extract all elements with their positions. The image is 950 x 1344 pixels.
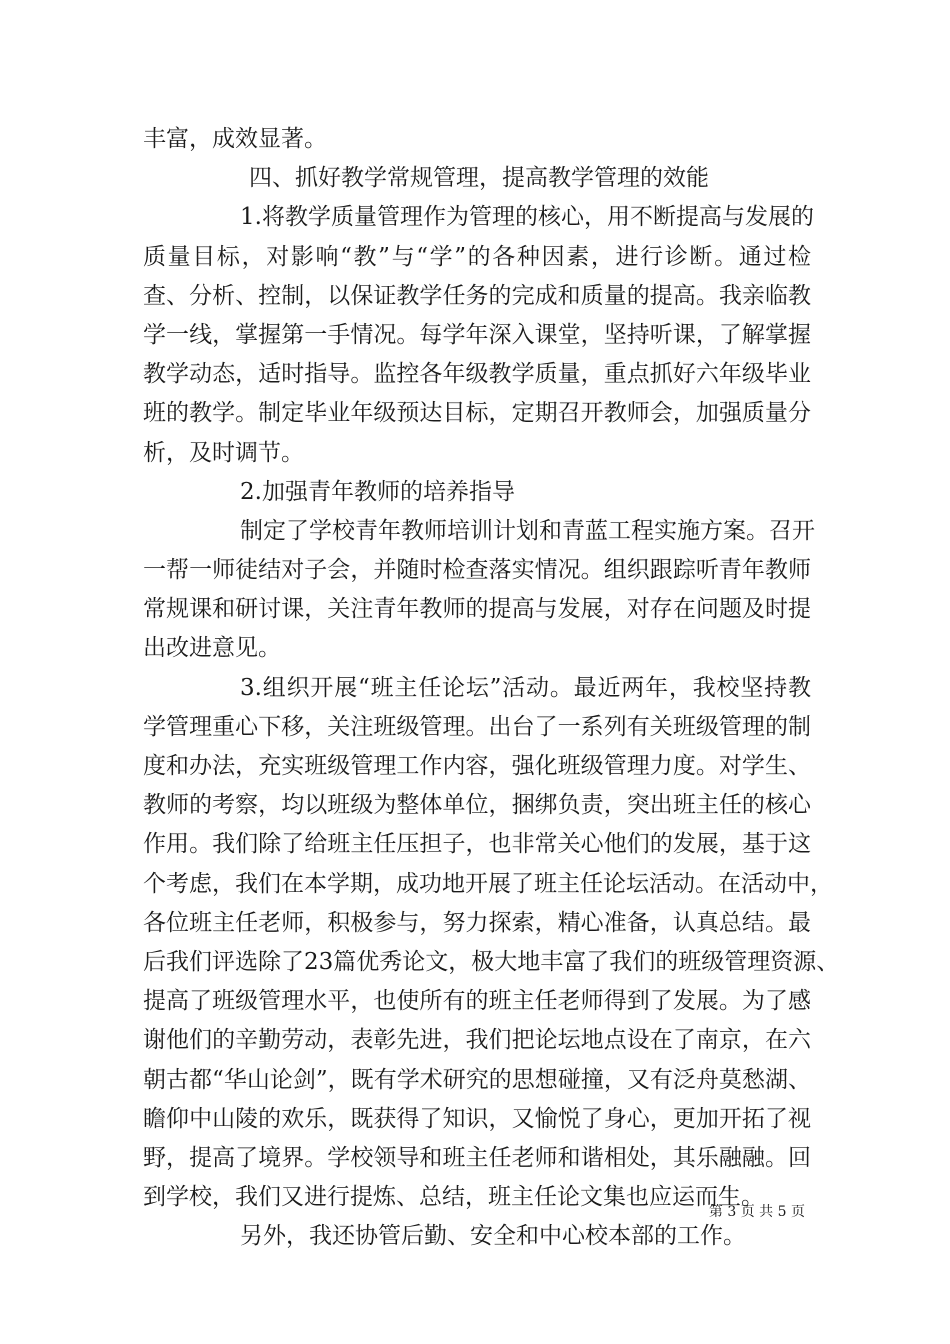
text-line: 质量目标，对影响“教”与“学”的各种因素，进行诊断。通过检 — [143, 243, 811, 270]
text-line: 查、分析、控制，以保证教学任务的完成和质量的提高。我亲临教 — [143, 282, 811, 309]
text-line: 出改进意见。 — [143, 635, 281, 662]
text-line: 各位班主任老师，积极参与，努力探索，精心准备，认真总结。最 — [143, 909, 811, 936]
text-line: 丰富，成效显著。 — [143, 126, 327, 152]
text-line: 常规课和研讨课，关注青年教师的提高与发展，对存在问题及时提 — [143, 596, 811, 623]
text-line: 1.将教学质量管理作为管理的核心，用不断提高与发展的 — [240, 204, 814, 231]
text-line: 到学校，我们又进行提炼、总结，班主任论文集也应运而生。 — [143, 1184, 764, 1211]
text-line: 度和办法，充实班级管理工作内容，强化班级管理力度。对学生、 — [143, 753, 811, 779]
text-line: 野，提高了境界。学校领导和班主任老师和谐相处，其乐融融。回 — [143, 1144, 811, 1171]
text-line: 后我们评选除了23篇优秀论文，极大地丰富了我们的班级管理资源、 — [143, 948, 840, 975]
text-line: 谢他们的辛勤劳动，表彰先进，我们把论坛地点设在了南京，在六 — [143, 1027, 811, 1054]
text-line: 另外，我还协管后勤、安全和中心校本部的工作。 — [240, 1223, 746, 1250]
text-line: 教师的考察，均以班级为整体单位，捆绑负责，突出班主任的核心 — [143, 792, 811, 819]
section-heading: 四、抓好教学常规管理，提高教学管理的效能 — [249, 165, 709, 192]
text-line: 制定了学校青年教师培训计划和青蓝工程实施方案。召开 — [240, 517, 815, 544]
text-line: 教学动态，适时指导。监控各年级教学质量，重点抓好六年级毕业 — [143, 361, 811, 388]
text-line: 朝古都“华山论剑”，既有学术研究的思想碰撞，又有泛舟莫愁湖、 — [143, 1066, 811, 1093]
body-text — [143, 120, 840, 1256]
text-line: 2.加强青年教师的培养指导 — [240, 478, 515, 505]
text-line: 3.组织开展“班主任论坛”活动。最近两年，我校坚持教 — [240, 674, 811, 701]
page-number-footer: 第 3 页 共 5 页 — [708, 1204, 805, 1220]
text-line: 作用。我们除了给班主任压担子，也非常关心他们的发展，基于这 — [143, 831, 811, 858]
text-line: 提高了班级管理水平，也使所有的班主任老师得到了发展。为了感 — [143, 988, 811, 1015]
text-line: 个考虑，我们在本学期，成功地开展了班主任论坛活动。在活动中， — [143, 870, 833, 897]
text-line: 析，及时调节。 — [143, 439, 304, 466]
text-line: 一帮一师徒结对子会，并随时检查落实情况。组织跟踪听青年教师 — [143, 557, 811, 584]
text-line: 班的教学。制定毕业年级预达目标，定期召开教师会，加强质量分 — [143, 400, 811, 427]
text-line: 学管理重心下移，关注班级管理。出台了一系列有关班级管理的制 — [143, 713, 811, 740]
text-line: 瞻仰中山陵的欢乐，既获得了知识，又愉悦了身心，更加开拓了视 — [143, 1105, 811, 1132]
text-line: 学一线，掌握第一手情况。每学年深入课堂，坚持听课，了解掌握 — [143, 321, 811, 348]
